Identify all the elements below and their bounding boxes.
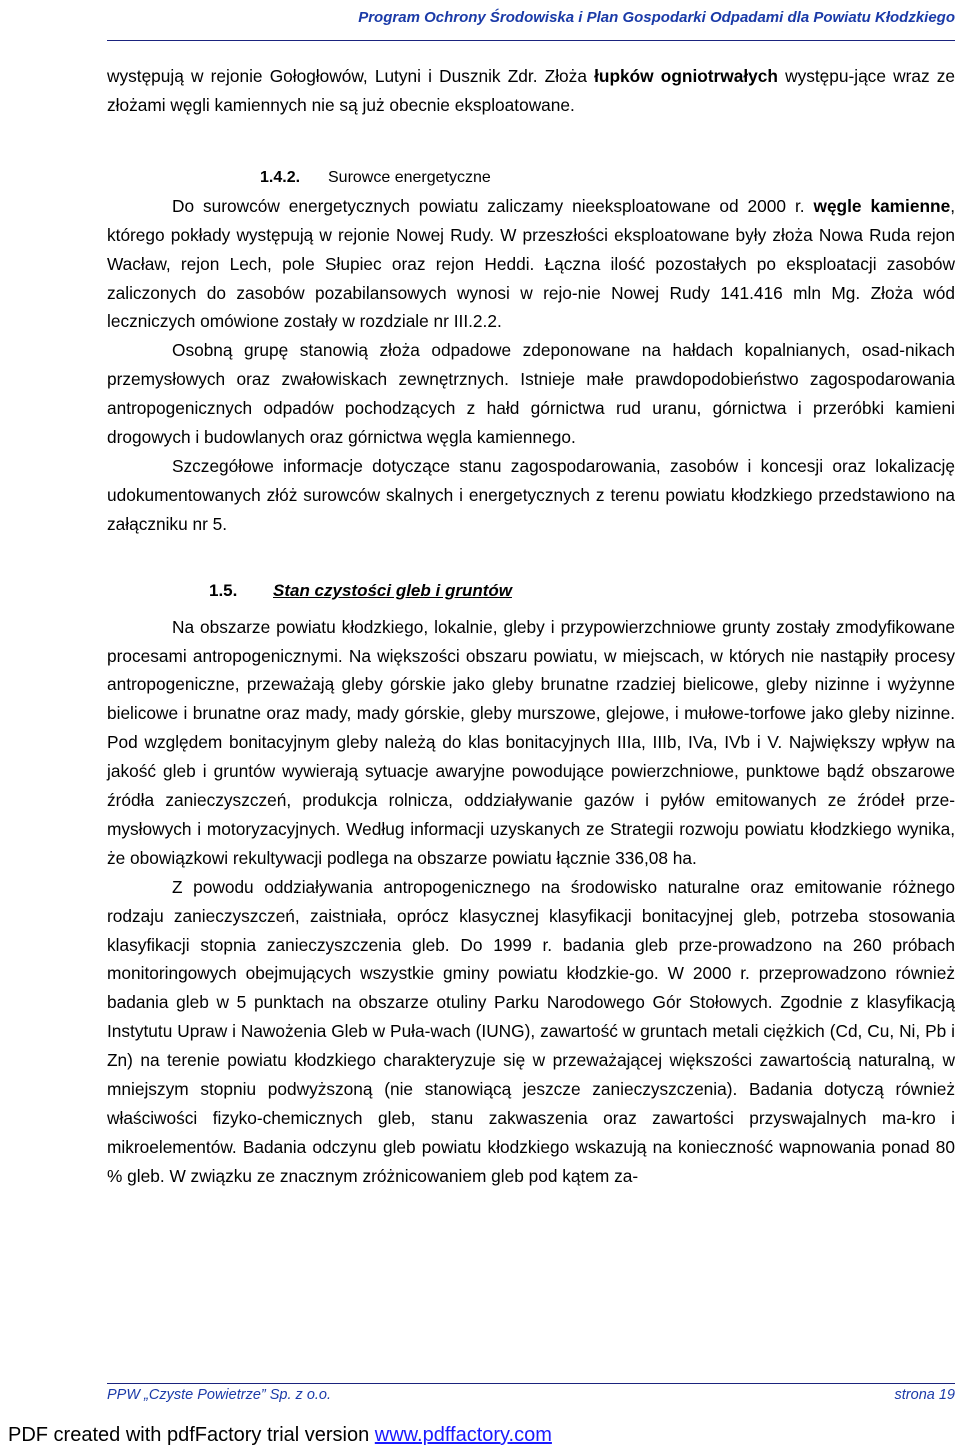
paragraph-intro-bold: łupków ogniotrwałych — [594, 66, 778, 86]
page-number: strona 19 — [894, 1387, 955, 1403]
footer-company: PPW „Czyste Powietrze” Sp. z o.o. — [107, 1387, 332, 1403]
paragraph-energy — [107, 192, 955, 337]
section-title: Surowce energetyczne — [328, 168, 491, 186]
header-title: Program Ochrony Środowiska i Plan Gospodarki Odpadami dla Powiatu Kłodzkiego — [358, 9, 955, 26]
section-number: 1.5. — [209, 580, 238, 600]
paragraph-intro — [107, 62, 955, 120]
paragraph-waste-deposits: Osobną grupę stanowią złoża odpadowe zdeponowane na hałdach kopalnianych, osad-nikach przemysłowych oraz zwałowiskach zewnętrznych. Istnieje małe prawdopodobieństwo zagospodarowania antropogenicznych odpadów pochodzących z hałd górnictwa rud uranu, górnictwa i przeróbki kamieni drogowych i budowlanych oraz górnictwa węgla kamiennego. — [107, 340, 955, 448]
section-number: 1.4.2. — [260, 168, 301, 186]
paragraph-energy-text-a: Do surowców energetycznych powiatu zaliczamy nieeksploatowane od 2000 r. — [172, 195, 814, 216]
page-header — [107, 0, 955, 41]
pdf-watermark-link[interactable]: www.pdffactory.com — [374, 1424, 552, 1446]
paragraph-intro-text-c: występu-jące wraz ze złożami węgli kamiennych nie są już obecnie eksploatowane. — [107, 66, 955, 115]
pdf-watermark-text: PDF created with pdfFactory trial version — [8, 1424, 375, 1446]
paragraph-pollution: Z powodu oddziaływania antropogenicznego na środowisko naturalne oraz emitowanie różnego rodzaju zanieczyszczeń, zaistniała, oprócz klasycznej klasyfikacji bonitacyjnej gleb, potrzeba stosowania klasyfikacji stopnia zanieczyszczenia gleb. Do 1999 r. badania gleb prze-prowadzono na 260 próbach monitoringowych obejmujących wszystkie gminy powiatu kłodzkie-go. W 2000 r. przeprowadzono również badania gleb w 5 punktach na obszarze otuliny Parku Narodowego Gór Stołowych. Zgodnie z klasyfikacją Instytutu Upraw i Nawożenia Gleb w Puła-wach (IUNG), zawartość w gruntach metali ciężkich (Cd, Cu, Ni, Pb i Zn) na terenie powiatu kłodzkiego charakteryzuje się w przeważającej większości zawartością naturalną, w mniejszym stopniu podwyższoną (nie stanowiącą jeszcze zanieczyszczenia). Badania dotyczą również właściwości fizyko-chemicznych gleb, stanu zakwaszenia oraz zawartości przyswajalnych ma-kro i mikroelementów. Badania odczynu gleb powiatu kłodzkiego wskazują na konieczność wapnowania ponad 80 % gleb. W związku ze znacznym zróżnicowaniem gleb pod kątem za- — [107, 876, 955, 1186]
paragraph-energy-text-c: , którego pokłady występują w rejonie Nowej Rudy. W przeszłości eksploatowane były złoża Nowa Ruda rejon Wacław, rejon Lech, pole Słupiec oraz rejon Heddi. Łączna ilość pozostałych po eksploatacji zasobów zaliczonych do zasobów pozabilansowych wynosi w rejo-nie Nowej Rudy 141.416 mln Mg. Złoża wód leczniczych omówione zostały w rozdziale nr III.2.2. — [107, 195, 956, 332]
paragraph-details: Szczegółowe informacje dotyczące stanu zagospodarowania, zasobów i koncesji oraz lokalizację udokumentowanych złóż surowców skalnych i energetycznych z terenu powiatu kłodzkiego przedstawiono na załączniku nr 5. — [107, 455, 955, 534]
paragraph-intro-text-a: występują w rejonie Gołogłowów, Lutyni i Dusznik Zdr. Złoża — [107, 66, 595, 86]
section-heading-1-4-2 — [260, 164, 955, 192]
section-title: Stan czystości gleb i gruntów — [273, 580, 512, 600]
pdf-watermark — [8, 1424, 552, 1447]
paragraph-energy-bold: węgle kamienne — [813, 195, 951, 216]
page-footer — [107, 1383, 955, 1403]
section-heading-1-5 — [209, 577, 955, 606]
page-content — [107, 62, 955, 1191]
paragraph-soils: Na obszarze powiatu kłodzkiego, lokalnie, gleby i przypowierzchniowe grunty zostały zmodyfikowane procesami antropogenicznymi. Na większości obszaru powiatu, w miejscach, w których nie nastąpiły procesy antropogeniczne, przeważają gleby górskie jako gleby brunatne rzadziej bielicowe, gleby nizinne i wyżynne bielicowe i brunatne oraz mady, mady górskie, gleby murszowe, glejowe, i mułowe-torfowe jako gleby nizinne. Pod względem bonitacyjnym gleby należą do klas bonitacyjnych IIIa, IIIb, IVa, IVb i V. Największy wpływ na jakość gleb i gruntów wywierają sytuacje awaryjne powodujące powierzchniowe, punktowe bądź obszarowe źródła zanieczyszczeń, produkcja rolnicza, oddziaływanie gazów i pyłów emitowanych ze źródeł prze-mysłowych i motoryzacyjnych. Według informacji uzyskanych ze Strategii rozwoju powiatu kłodzkiego wynika, że obowiązkowi rekultywacji podlega na obszarze powiatu łącznie 336,08 ha. — [107, 616, 955, 868]
